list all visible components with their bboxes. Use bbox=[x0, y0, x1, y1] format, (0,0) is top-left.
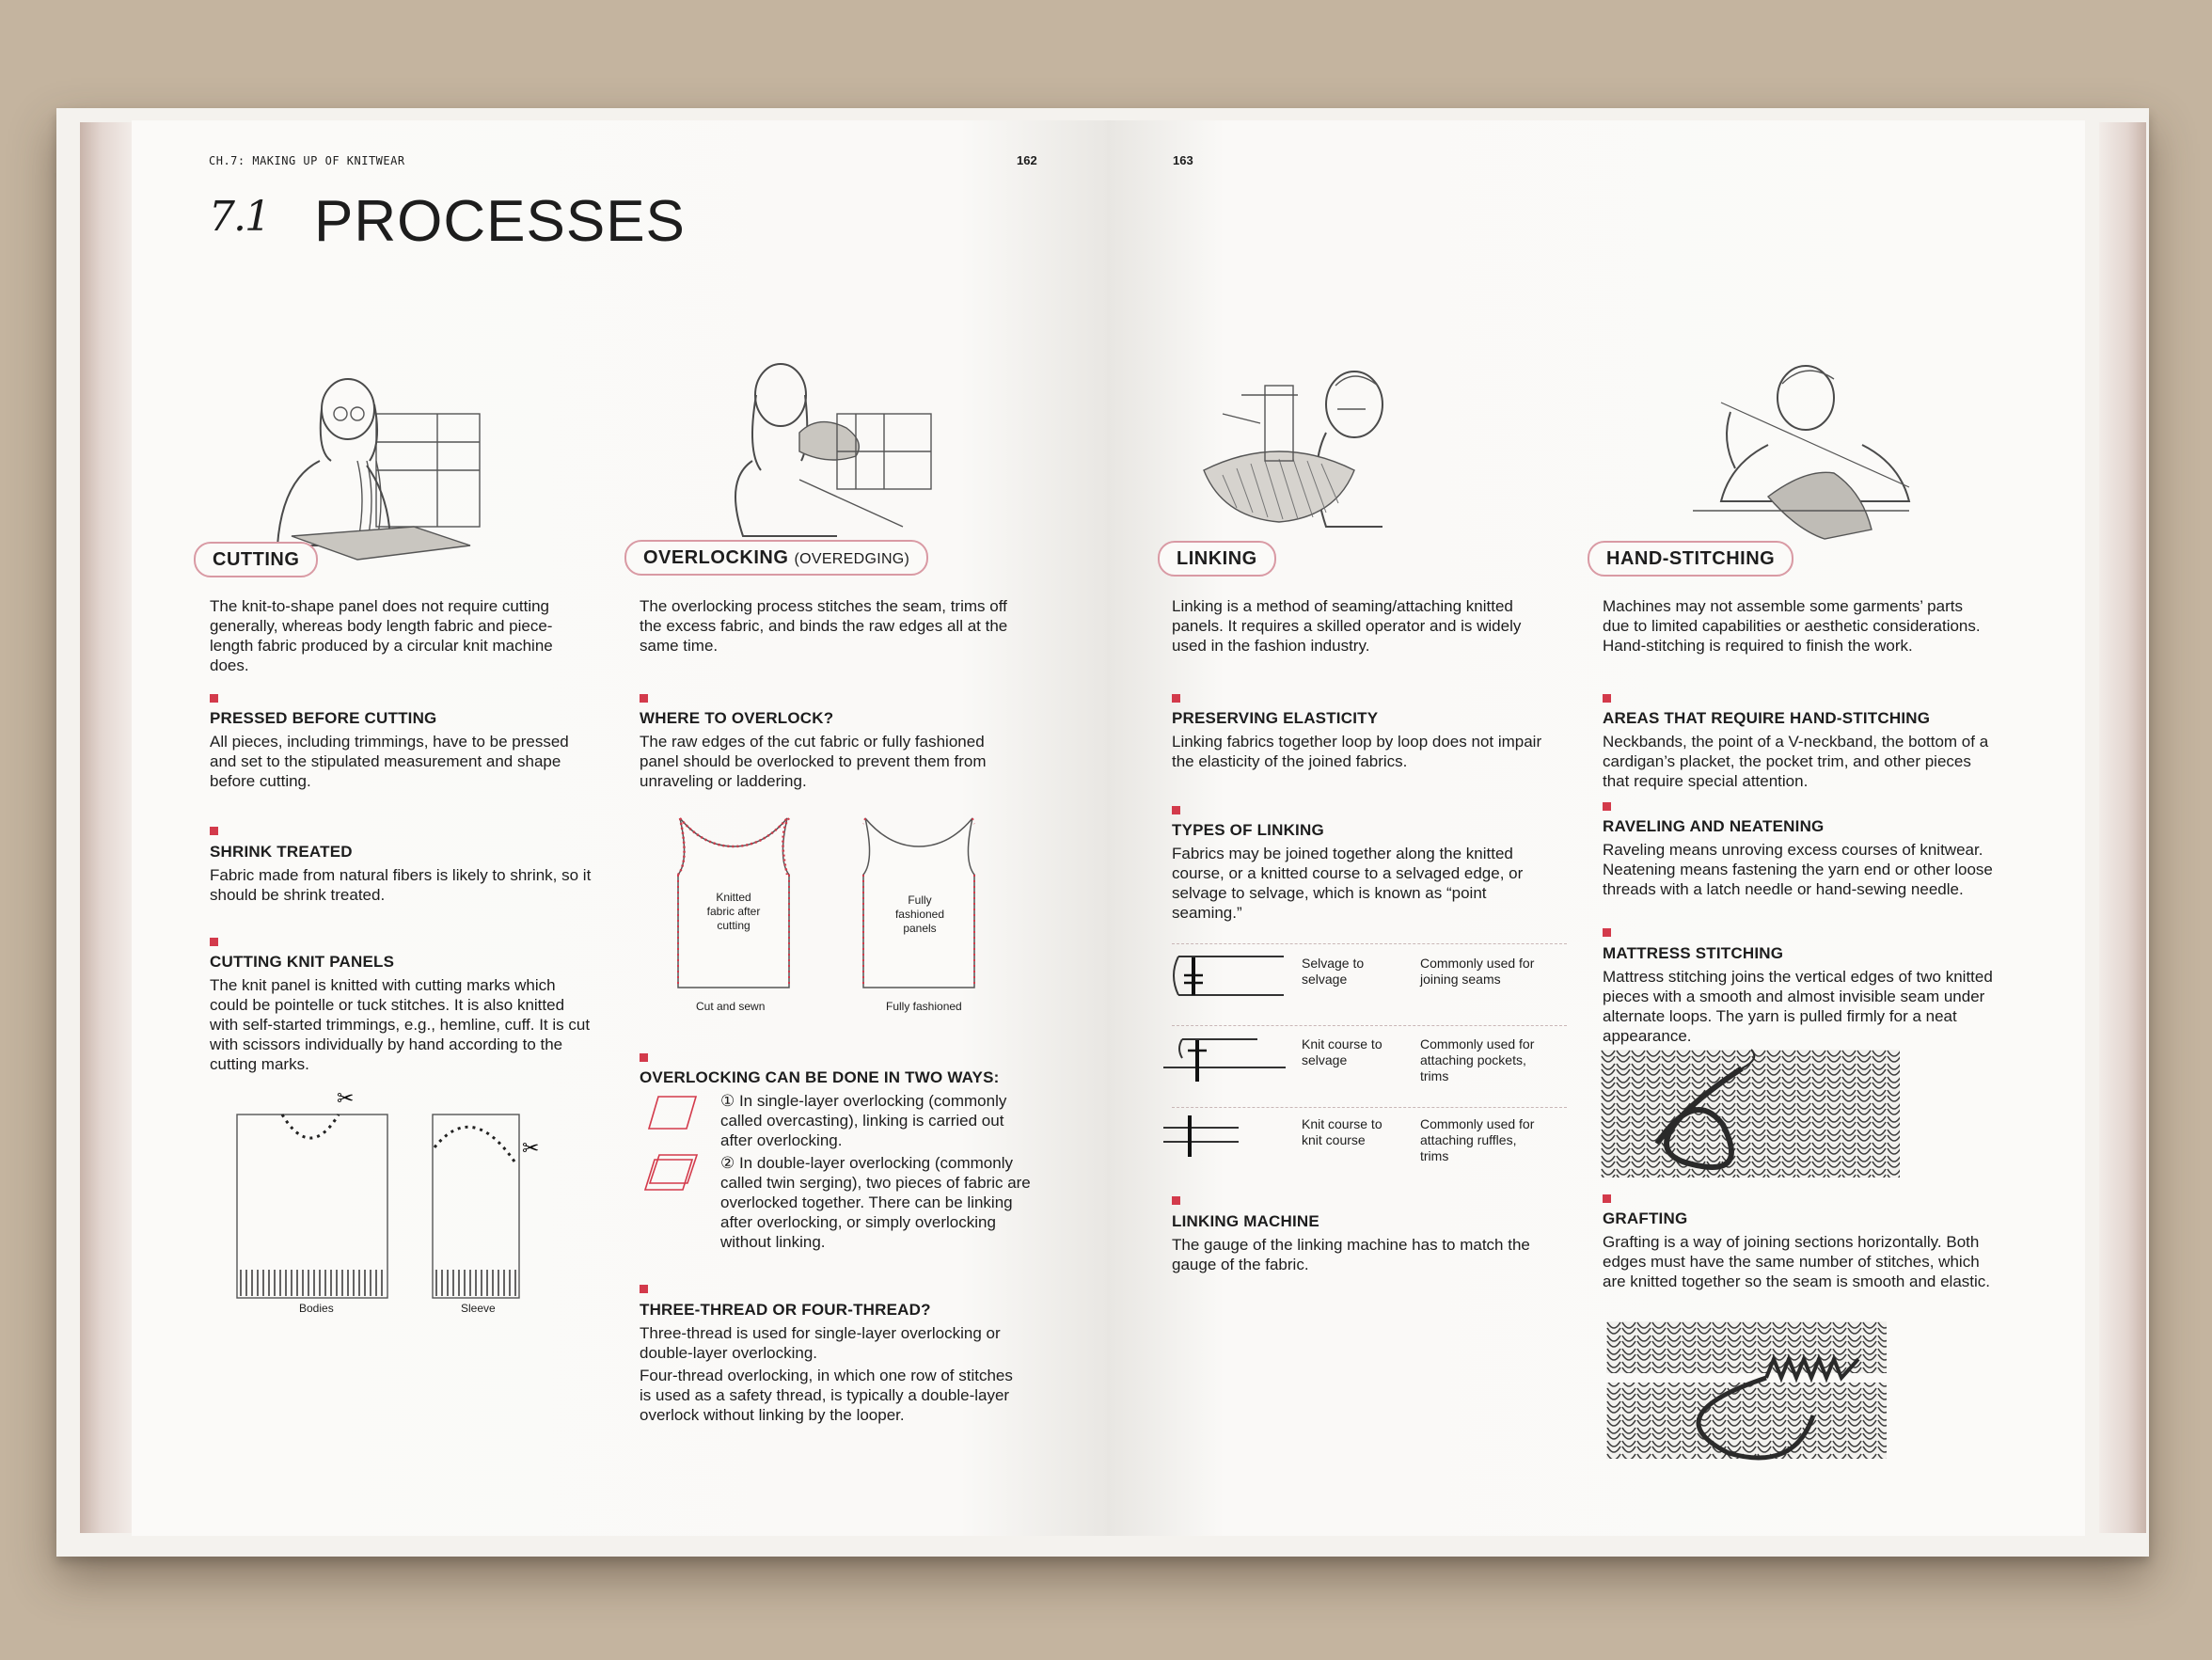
bullet-square bbox=[1603, 802, 1611, 811]
cutting-panels-diagram bbox=[235, 1087, 555, 1317]
bodies-label: Bodies bbox=[299, 1302, 334, 1315]
link-type-name: Knit course to selvage bbox=[1302, 1036, 1382, 1067]
section-heading: SHRINK TREATED bbox=[210, 843, 353, 861]
section-text: The gauge of the linking machine has to match the gauge of the fabric. bbox=[1172, 1236, 1530, 1273]
section-text: Four-thread overlocking, in which one row of stitches is used as a safety thread, is typically a double-layer overlock without linking by the looper. bbox=[640, 1367, 1013, 1424]
way-two-text: ② In double-layer overlocking (commonly called twin serging), two pieces of fabric are overlocked together. There can be linking after overlocking, or simply overlocking without linking. bbox=[720, 1154, 1031, 1251]
chapter-number: 7.1 bbox=[209, 193, 269, 241]
section-heading: CUTTING KNIT PANELS bbox=[210, 953, 395, 971]
link-type-name: Selvage to selvage bbox=[1302, 956, 1365, 987]
knit-course-to-knit-course-icon bbox=[1161, 1114, 1284, 1161]
section-heading: LINKING MACHINE bbox=[1172, 1212, 1319, 1230]
linking-label-pill: LINKING bbox=[1158, 541, 1276, 577]
hand-stitching-intro: Machines may not assemble some garments’ parts due to limited capabilities or aesthetic considerations. Hand-stitching is required to finish the work. bbox=[1603, 597, 1981, 655]
cut-and-sewn-caption: Cut and sewn bbox=[696, 1000, 766, 1013]
link-type-use: Commonly used for attaching pockets, trims bbox=[1420, 1036, 1535, 1083]
link-type-name: Knit course to knit course bbox=[1302, 1116, 1382, 1147]
section-text: Grafting is a way of joining sections horizontally. Both edges must have the same number of stitches, which are knitted together so the seam is smooth and elastic. bbox=[1603, 1233, 1991, 1290]
section-heading: RAVELING AND NEATENING bbox=[1603, 817, 1825, 835]
overlocking-intro: The overlocking process stitches the seam, trims off the excess fabric, and binds the raw edges all at the same time. bbox=[640, 597, 1008, 655]
overlocking-illustration bbox=[696, 357, 940, 545]
section-text: Fabric made from natural fibers is likely to shrink, so it should be shrink treated. bbox=[210, 866, 592, 904]
fully-fashioned-label: Fully fashioned panels bbox=[894, 893, 945, 935]
linking-intro: Linking is a method of seaming/attaching knitted panels. It requires a skilled operator and is widely used in the fashion industry. bbox=[1172, 597, 1522, 655]
section-text: Raveling means unroving excess courses of knitwear. Neatening means fastening the yarn end or other loose threads with a latch needle or hand-sewing needle. bbox=[1603, 841, 1993, 898]
divider bbox=[1172, 943, 1567, 944]
bullet-square bbox=[1172, 694, 1180, 703]
linking-illustration bbox=[1185, 357, 1420, 545]
section-heading: WHERE TO OVERLOCK? bbox=[640, 709, 834, 727]
section-text: Mattress stitching joins the vertical edges of two knitted pieces with a smooth and almost invisible seam under alternate loops. The yarn is pulled firmly for a neat appearance. bbox=[1603, 968, 1993, 1045]
cutting-label-pill: CUTTING bbox=[194, 542, 318, 577]
section-heading: GRAFTING bbox=[1603, 1209, 1688, 1227]
section-text: Three-thread is used for single-layer overlocking or double-layer overlocking. bbox=[640, 1324, 1001, 1362]
double-layer-icon bbox=[644, 1152, 701, 1194]
section-heading: TYPES OF LINKING bbox=[1172, 821, 1324, 839]
divider bbox=[1172, 1025, 1567, 1026]
section-heading: OVERLOCKING CAN BE DONE IN TWO WAYS: bbox=[640, 1068, 1000, 1086]
section-heading: AREAS THAT REQUIRE HAND-STITCHING bbox=[1603, 709, 1931, 727]
page-number-left: 162 bbox=[1017, 153, 1037, 167]
grafting-swatch bbox=[1606, 1321, 1887, 1459]
hand-stitching-label-pill: HAND-STITCHING bbox=[1588, 541, 1793, 577]
bullet-square bbox=[1603, 928, 1611, 937]
section-text: Fabrics may be joined together along the knitted course, or a knitted course to a selvaged edge, or selvage to selvage, which is known as “point seaming.” bbox=[1172, 845, 1524, 922]
bullet-square bbox=[1603, 1194, 1611, 1203]
sleeve-label: Sleeve bbox=[461, 1302, 496, 1315]
bullet-square bbox=[210, 827, 218, 835]
chapter-title: PROCESSES bbox=[314, 189, 686, 254]
section-text: Linking fabrics together loop by loop does not impair the elasticity of the joined fabrics. bbox=[1172, 733, 1542, 770]
knitted-fabric-label: Knitted fabric after cutting bbox=[706, 891, 761, 932]
section-heading: PRESSED BEFORE CUTTING bbox=[210, 709, 437, 727]
overlocking-label-pill: OVERLOCKING (OVEREDGING) bbox=[624, 540, 928, 576]
link-type-use: Commonly used for joining seams bbox=[1420, 956, 1535, 987]
page-edges-left bbox=[80, 122, 132, 1533]
bullet-square bbox=[1172, 1196, 1180, 1205]
scissors-icon: ✂ bbox=[522, 1137, 540, 1161]
bullet-square bbox=[640, 694, 648, 703]
bullet-square bbox=[210, 938, 218, 946]
bullet-square bbox=[210, 694, 218, 703]
divider bbox=[1172, 1107, 1567, 1108]
hand-stitching-illustration bbox=[1665, 356, 1919, 562]
way-one-text: ① In single-layer overlocking (commonly called overcasting), linking is carried out after overlocking. bbox=[720, 1092, 1007, 1149]
section-text: The knit panel is knitted with cutting marks which could be pointelle or tuck stitches. It is also knitted with self-started trimmings, e.g., hemline, cuff. It is cut with scissors individually by hand according to the cutting marks. bbox=[210, 976, 591, 1073]
section-heading: MATTRESS STITCHING bbox=[1603, 944, 1784, 962]
section-text: All pieces, including trimmings, have to be pressed and set to the stipulated measurement and shape before cutting. bbox=[210, 733, 569, 790]
section-heading: PRESERVING ELASTICITY bbox=[1172, 709, 1379, 727]
page-edges-right bbox=[2099, 122, 2146, 1533]
bullet-square bbox=[1603, 694, 1611, 703]
single-layer-icon bbox=[647, 1094, 703, 1131]
section-heading: THREE-THREAD OR FOUR-THREAD? bbox=[640, 1301, 931, 1319]
section-text: The raw edges of the cut fabric or fully fashioned panel should be overlocked to prevent them from unraveling or laddering. bbox=[640, 733, 987, 790]
fully-fashioned-caption: Fully fashioned bbox=[886, 1000, 962, 1013]
bullet-square bbox=[640, 1285, 648, 1293]
bullet-square bbox=[640, 1053, 648, 1062]
scissors-icon: ✂ bbox=[337, 1087, 355, 1111]
cutting-intro: The knit-to-shape panel does not require cutting generally, whereas body length fabric and piece-length fabric produced by a circular knit machine does. bbox=[210, 597, 553, 674]
knit-course-to-selvage-icon bbox=[1163, 1035, 1286, 1083]
running-head: CH.7: MAKING UP OF KNITWEAR bbox=[209, 154, 405, 167]
selvage-to-selvage-icon bbox=[1171, 952, 1284, 1001]
bullet-square bbox=[1172, 806, 1180, 814]
mattress-stitch-swatch bbox=[1601, 1050, 1900, 1178]
link-type-use: Commonly used for attaching ruffles, trims bbox=[1420, 1116, 1535, 1163]
section-text: Neckbands, the point of a V-neckband, the bottom of a cardigan’s placket, the pocket trim, and other pieces that require special attention. bbox=[1603, 733, 1989, 790]
page-number-right: 163 bbox=[1173, 153, 1193, 167]
